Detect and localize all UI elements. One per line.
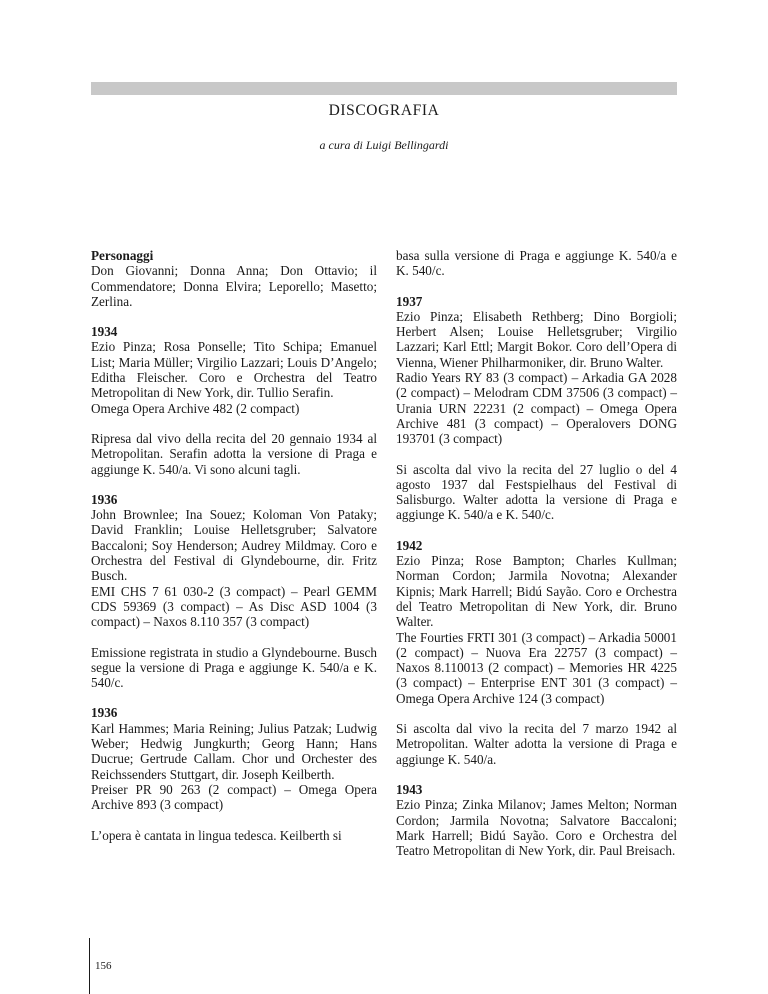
discography-entry xyxy=(91,492,377,630)
entry-text: Ezio Pinza; Zinka Milanov; James Melton; Norman Cordon; Jarmila Novotna; Salvatore Baccaloni; Mark Harrell; Bidú Sayão. Coro e Orchestra del Teatro Metropolitan di New York, dir. Paul Breisach. xyxy=(396,797,677,859)
entry-text: Si ascolta dal vivo la recita del 27 luglio o del 4 agosto 1937 dal Festspielhaus del Festival di Salisburgo. Walter adotta la versione di Praga e aggiunge K. 540/a e K. 540/c. xyxy=(396,461,677,523)
entry-text: Karl Hammes; Maria Reining; Julius Patzak; Ludwig Weber; Hedwig Jungkurth; Georg Hann; Hans Ducrue; Gertrude Callam. Chor und Orchester des Reichssenders Stuttgart, dir. Joseph Keilberth. Preiser PR 90 263 (2 compact) – Omega Opera Archive 893 (3 compact) xyxy=(91,720,377,813)
discography-entry xyxy=(396,538,677,706)
entry-text: Ripresa dal vivo della recita del 20 gennaio 1934 al Metropolitan. Serafin adotta la versione di Praga e aggiunge K. 540/a. Vi sono alcuni tagli. xyxy=(91,430,377,477)
discography-entry xyxy=(91,431,377,477)
entry-text: Ezio Pinza; Rose Bampton; Charles Kullman; Norman Cordon; Jarmila Novotna; Alexander Kipnis; Mark Harrell; Bidú Sayão. Coro e Orchestra del Teatro Metropolitan di New York, dir. Bruno Walter. The Fourties FRTI 301 (3 compact) – Arkadia 50001 (2 compact) – Nuova Era 22757 (3 compact) – Naxos 8.110013 (2 compact) – Memories HR 4225 (3 compact) – Enterprise ENT 301 (3 compact) – Omega Opera Archive 124 (3 compact) xyxy=(396,553,677,706)
page-number: 156 xyxy=(95,960,112,972)
page-margin-rule xyxy=(89,938,90,994)
entry-text: L’opera è cantata in lingua tedesca. Keilberth si xyxy=(91,827,342,843)
entry-text: Emissione registrata in studio a Glyndebourne. Busch segue la versione di Praga e aggiunge K. 540/a e K. 540/c. xyxy=(91,644,377,691)
discography-entry xyxy=(91,705,377,812)
left-column xyxy=(91,248,377,858)
entry-heading: Personaggi xyxy=(91,248,154,263)
discography-entry xyxy=(91,248,377,309)
discography-entry xyxy=(396,782,677,858)
discography-entry xyxy=(396,721,677,767)
discography-entry xyxy=(396,248,677,279)
right-column xyxy=(396,248,677,873)
entry-text: John Brownlee; Ina Souez; Koloman Von Pataky; David Franklin; Louise Helletsgruber; Salvatore Baccaloni; Soy Henderson; Audrey Mildmay. Coro e Orchestra del Festival di Glyndebourne, dir. Fritz Busch. EMI CHS 7 61 030-2 (3 compact) – Pearl GEMM CDS 59369 (3 compact) – As Disc ASD 1004 (3 compact) – Naxos 8.110 357 (3 compact) xyxy=(91,507,377,630)
discography-entry xyxy=(91,828,377,843)
entry-heading: 1936 xyxy=(91,705,118,721)
entry-heading: 1943 xyxy=(396,781,423,797)
header-rule xyxy=(91,82,677,95)
entry-heading: 1937 xyxy=(396,293,423,309)
page-title: DISCOGRAFIA xyxy=(328,102,440,119)
discography-entry xyxy=(396,294,677,447)
entry-heading: 1934 xyxy=(91,324,118,340)
page-subtitle: a cura di Luigi Bellingardi xyxy=(319,138,449,152)
entry-text: Ezio Pinza; Rosa Ponselle; Tito Schipa; Emanuel List; Maria Müller; Virgilio Lazzari; Louis D’Angelo; Editha Fleischer. Coro e Orchestra del Teatro Metropolitan di New York, dir. Tullio Serafin. Omega Opera Archive 482 (2 compact) xyxy=(91,339,377,416)
discography-entry xyxy=(396,462,677,523)
entry-text: Don Giovanni; Donna Anna; Don Ottavio; il Commendatore; Donna Elvira; Leporello; Masetto; Zerlina. xyxy=(91,263,377,309)
discography-entry xyxy=(91,645,377,691)
entry-heading: 1936 xyxy=(91,491,118,507)
entry-heading: 1942 xyxy=(396,537,423,553)
entry-text: Ezio Pinza; Elisabeth Rethberg; Dino Borgioli; Herbert Alsen; Louise Helletsgruber; Virgilio Lazzari; Karl Ettl; Margit Bokor. Coro dell’Opera di Vienna, Wiener Philharmoniker, dir. Bruno Walter. Radio Years RY 83 (3 compact) – Arkadia GA 2028 (2 compact) – Melodram CDM 37506 (3 compact) – Urania URN 22231 (2 compact) – Omega Opera Archive 481 (3 compact) – Operalovers DONG 193701 (3 compact) xyxy=(396,308,677,447)
entry-text: basa sulla versione di Praga e aggiunge K. 540/a e K. 540/c. xyxy=(396,248,677,279)
discography-entry xyxy=(91,324,377,416)
entry-text: Si ascolta dal vivo la recita del 7 marzo 1942 al Metropolitan. Walter adotta la versione di Praga e aggiunge K. 540/a. xyxy=(396,721,677,767)
